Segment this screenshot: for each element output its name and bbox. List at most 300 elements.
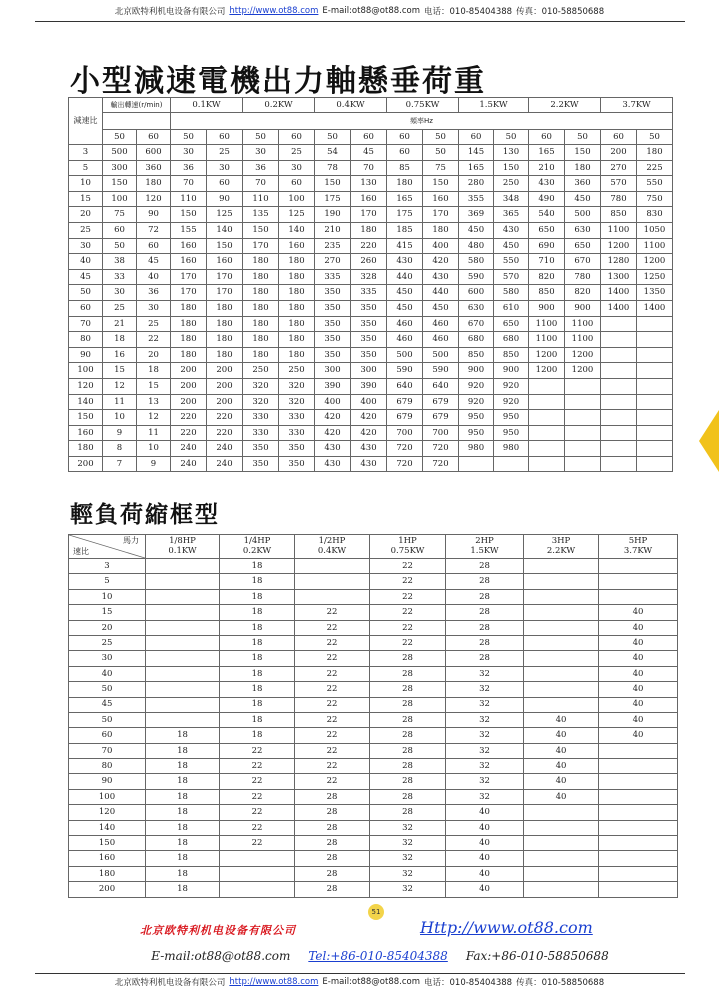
power-header: 3.7KW [601, 98, 673, 113]
load-cell [599, 836, 678, 851]
load-cell [146, 559, 220, 574]
load-cell: 200 [207, 378, 243, 394]
load-cell: 40 [599, 712, 678, 727]
table-row [69, 805, 678, 820]
load-cell: 350 [351, 332, 387, 348]
load-cell: 180 [243, 300, 279, 316]
load-cell: 18 [220, 682, 295, 697]
load-cell: 130 [351, 176, 387, 192]
load-cell [524, 820, 599, 835]
load-cell: 18 [146, 789, 220, 804]
load-cell: 1100 [529, 316, 565, 332]
load-cell: 450 [459, 222, 494, 238]
load-cell: 40 [599, 620, 678, 635]
load-cell: 700 [423, 425, 459, 441]
load-cell: 180 [207, 316, 243, 332]
load-cell: 22 [295, 605, 370, 620]
load-cell: 570 [601, 176, 637, 192]
load-cell: 1100 [529, 332, 565, 348]
load-cell: 18 [146, 820, 220, 835]
load-cell: 15 [103, 363, 137, 379]
load-cell: 240 [171, 456, 207, 472]
load-cell: 348 [494, 191, 529, 207]
load-cell: 1300 [601, 269, 637, 285]
load-cell: 25 [207, 145, 243, 161]
load-cell: 400 [315, 394, 351, 410]
load-cell [601, 441, 637, 457]
frequency-cell: 60 [351, 130, 387, 145]
power-hp: 1/4HP [243, 535, 271, 546]
load-cell: 820 [565, 285, 601, 301]
load-cell: 270 [601, 160, 637, 176]
load-cell [565, 425, 601, 441]
table-row [69, 425, 673, 441]
load-cell: 12 [103, 378, 137, 394]
load-cell [220, 851, 295, 866]
table-row [69, 574, 678, 589]
load-cell: 170 [243, 238, 279, 254]
load-cell [220, 866, 295, 881]
top-divider [35, 21, 685, 22]
load-cell: 70 [171, 176, 207, 192]
load-cell: 28 [446, 559, 524, 574]
top-website-link[interactable]: http://www.ot88.com [229, 6, 319, 16]
load-cell [601, 394, 637, 410]
frequency-cell: 50 [423, 130, 459, 145]
load-cell [529, 456, 565, 472]
load-cell: 679 [387, 410, 423, 426]
load-cell: 610 [494, 300, 529, 316]
load-cell: 430 [423, 269, 459, 285]
load-cell: 1200 [637, 254, 673, 270]
load-cell: 160 [171, 254, 207, 270]
footer-email: E-mail:ot88@ot88.com [151, 949, 291, 963]
load-cell: 165 [459, 160, 494, 176]
load-cell: 150 [207, 238, 243, 254]
load-cell: 210 [529, 160, 565, 176]
load-cell: 32 [370, 882, 446, 897]
load-cell: 750 [637, 191, 673, 207]
load-cell [524, 682, 599, 697]
load-cell: 640 [387, 378, 423, 394]
load-cell: 25 [103, 300, 137, 316]
power-header: 0.2KW [243, 98, 315, 113]
load-cell: 18 [146, 774, 220, 789]
load-cell: 18 [220, 651, 295, 666]
ratio-cell: 70 [69, 743, 146, 758]
table-row [69, 789, 678, 804]
load-cell: 450 [387, 300, 423, 316]
table-row [69, 378, 673, 394]
load-cell: 18 [137, 363, 171, 379]
power-hp: 3HP [551, 535, 571, 546]
ratio-cell: 15 [69, 605, 146, 620]
load-cell: 150 [171, 207, 207, 223]
load-cell: 1350 [637, 285, 673, 301]
footer-tel[interactable]: Tel:+86-010-85404388 [308, 949, 448, 963]
load-cell: 18 [103, 332, 137, 348]
load-cell: 40 [524, 759, 599, 774]
load-cell: 350 [351, 300, 387, 316]
load-cell: 18 [146, 836, 220, 851]
load-cell: 22 [295, 774, 370, 789]
load-cell: 420 [351, 425, 387, 441]
load-cell: 25 [279, 145, 315, 161]
table-row [69, 410, 673, 426]
load-cell [529, 394, 565, 410]
load-cell [637, 363, 673, 379]
footer-company-name: 北京欧特利机电设备有限公司 [140, 924, 296, 937]
power-header [220, 535, 295, 559]
load-cell [524, 620, 599, 635]
ratio-cell: 200 [69, 456, 103, 472]
load-cell: 22 [137, 332, 171, 348]
load-cell: 1100 [565, 316, 601, 332]
top-fax: 传真：010-58850688 [516, 7, 605, 17]
load-cell [524, 605, 599, 620]
load-cell: 12 [137, 410, 171, 426]
load-cell [524, 574, 599, 589]
power-hp: 1HP [398, 535, 417, 546]
load-cell: 450 [423, 300, 459, 316]
load-cell [599, 589, 678, 604]
ratio-cell: 150 [69, 836, 146, 851]
load-cell [601, 410, 637, 426]
load-cell: 1200 [529, 347, 565, 363]
load-cell: 430 [315, 441, 351, 457]
load-cell: 25 [137, 316, 171, 332]
load-cell: 40 [599, 635, 678, 650]
load-cell: 190 [315, 207, 351, 223]
load-cell [637, 347, 673, 363]
load-cell: 679 [423, 410, 459, 426]
load-cell: 22 [295, 728, 370, 743]
load-cell: 350 [351, 316, 387, 332]
load-cell: 350 [243, 456, 279, 472]
ratio-cell: 140 [69, 394, 103, 410]
load-cell: 150 [243, 222, 279, 238]
load-cell: 500 [423, 347, 459, 363]
table-row [69, 238, 673, 254]
load-cell: 110 [171, 191, 207, 207]
load-cell: 32 [446, 697, 524, 712]
load-cell [565, 410, 601, 426]
load-cell: 30 [103, 285, 137, 301]
load-cell: 22 [370, 559, 446, 574]
load-cell: 32 [370, 851, 446, 866]
table-row [69, 456, 673, 472]
load-cell: 450 [565, 191, 601, 207]
load-cell [599, 789, 678, 804]
table-row [69, 254, 673, 270]
load-cell: 780 [601, 191, 637, 207]
load-cell: 32 [370, 836, 446, 851]
load-cell: 335 [315, 269, 351, 285]
ratio-cell: 40 [69, 666, 146, 681]
load-cell [146, 589, 220, 604]
load-cell: 900 [459, 363, 494, 379]
load-cell: 180 [279, 300, 315, 316]
power-header: 0.75KW [387, 98, 459, 113]
section-title-light-load: 輕負荷縮框型 [70, 502, 220, 528]
load-cell: 13 [137, 394, 171, 410]
load-cell: 850 [601, 207, 637, 223]
load-cell: 155 [171, 222, 207, 238]
load-cell: 30 [171, 145, 207, 161]
load-cell: 430 [494, 222, 529, 238]
table-row [69, 697, 678, 712]
load-cell: 170 [171, 285, 207, 301]
load-cell: 180 [137, 176, 171, 192]
load-cell: 40 [599, 605, 678, 620]
load-cell: 1200 [565, 347, 601, 363]
load-cell: 150 [565, 145, 601, 161]
load-cell: 180 [171, 316, 207, 332]
load-cell: 18 [220, 605, 295, 620]
power-kw: 1.5KW [470, 545, 499, 556]
load-cell: 175 [387, 207, 423, 223]
load-cell: 1200 [601, 238, 637, 254]
load-cell: 28 [295, 836, 370, 851]
load-cell: 22 [220, 805, 295, 820]
load-cell: 950 [459, 410, 494, 426]
load-cell: 140 [207, 222, 243, 238]
load-cell: 240 [207, 441, 243, 457]
load-cell: 18 [146, 882, 220, 897]
load-cell: 1280 [601, 254, 637, 270]
load-cell: 180 [637, 145, 673, 161]
load-cell: 32 [446, 774, 524, 789]
ratio-cell: 140 [69, 820, 146, 835]
load-cell: 28 [295, 866, 370, 881]
load-cell: 180 [279, 254, 315, 270]
load-cell: 415 [387, 238, 423, 254]
load-cell: 36 [243, 160, 279, 176]
suspended-load-body [69, 145, 673, 472]
load-cell: 32 [370, 820, 446, 835]
load-cell: 165 [387, 191, 423, 207]
load-cell: 590 [387, 363, 423, 379]
load-cell: 200 [601, 145, 637, 161]
load-cell: 22 [370, 589, 446, 604]
load-cell [637, 456, 673, 472]
load-cell: 480 [459, 238, 494, 254]
load-cell: 28 [370, 682, 446, 697]
bottom-website-link[interactable]: http://www.ot88.com [229, 977, 319, 987]
load-cell: 40 [599, 651, 678, 666]
load-cell: 180 [279, 285, 315, 301]
load-cell: 390 [351, 378, 387, 394]
load-cell: 11 [137, 425, 171, 441]
load-cell: 28 [370, 697, 446, 712]
load-cell: 300 [103, 160, 137, 176]
load-cell: 920 [459, 394, 494, 410]
load-cell: 75 [103, 207, 137, 223]
power-header: 0.1KW [171, 98, 243, 113]
load-cell: 200 [171, 394, 207, 410]
ratio-cell: 120 [69, 378, 103, 394]
load-cell: 400 [423, 238, 459, 254]
load-cell: 590 [423, 363, 459, 379]
load-cell: 175 [315, 191, 351, 207]
load-cell: 650 [494, 316, 529, 332]
load-cell: 720 [387, 456, 423, 472]
load-cell: 32 [446, 666, 524, 681]
load-cell [599, 882, 678, 897]
load-cell: 590 [459, 269, 494, 285]
load-cell: 32 [446, 728, 524, 743]
load-cell: 38 [103, 254, 137, 270]
load-cell [524, 882, 599, 897]
ratio-cell: 3 [69, 559, 146, 574]
load-cell: 330 [279, 425, 315, 441]
load-cell: 22 [220, 774, 295, 789]
load-cell: 36 [171, 160, 207, 176]
ratio-cell: 150 [69, 410, 103, 426]
load-cell: 680 [494, 332, 529, 348]
load-cell: 330 [243, 425, 279, 441]
load-cell: 170 [171, 269, 207, 285]
frequency-cell: 50 [565, 130, 601, 145]
load-cell: 350 [351, 347, 387, 363]
ratio-cell: 180 [69, 441, 103, 457]
load-cell: 1050 [637, 222, 673, 238]
load-cell: 240 [207, 456, 243, 472]
top-company-name: 北京欧特利机电设备有限公司 [114, 7, 226, 17]
load-cell: 320 [243, 378, 279, 394]
load-cell: 160 [171, 238, 207, 254]
load-cell: 130 [494, 145, 529, 161]
ratio-cell: 45 [69, 269, 103, 285]
load-cell: 460 [387, 316, 423, 332]
load-cell: 550 [494, 254, 529, 270]
load-cell: 28 [295, 882, 370, 897]
load-cell: 36 [137, 285, 171, 301]
load-cell: 160 [351, 191, 387, 207]
load-cell: 18 [146, 743, 220, 758]
load-cell: 180 [279, 332, 315, 348]
load-cell: 22 [220, 759, 295, 774]
load-cell: 180 [243, 269, 279, 285]
load-cell: 580 [459, 254, 494, 270]
load-cell: 220 [171, 425, 207, 441]
load-cell: 28 [370, 651, 446, 666]
load-cell: 225 [637, 160, 673, 176]
load-cell: 170 [423, 207, 459, 223]
load-cell: 980 [459, 441, 494, 457]
ratio-cell: 10 [69, 176, 103, 192]
load-cell [146, 651, 220, 666]
load-cell [459, 456, 494, 472]
load-cell: 679 [423, 394, 459, 410]
power-header [146, 535, 220, 559]
load-cell: 160 [423, 191, 459, 207]
load-cell: 180 [351, 222, 387, 238]
frequency-row [69, 130, 673, 145]
table-row [69, 759, 678, 774]
load-cell: 220 [171, 410, 207, 426]
load-cell: 1100 [637, 238, 673, 254]
footer-website-link[interactable]: Http://www.ot88.com [420, 918, 593, 937]
load-cell: 45 [137, 254, 171, 270]
load-cell: 30 [279, 160, 315, 176]
load-cell: 440 [423, 285, 459, 301]
load-cell: 90 [137, 207, 171, 223]
load-cell: 420 [423, 254, 459, 270]
frequency-cell: 60 [207, 130, 243, 145]
load-cell [529, 441, 565, 457]
load-cell: 679 [387, 394, 423, 410]
load-cell [601, 316, 637, 332]
load-cell: 180 [207, 347, 243, 363]
load-cell: 33 [103, 269, 137, 285]
power-kw: 0.75KW [390, 545, 425, 556]
table-row [69, 682, 678, 697]
load-cell: 369 [459, 207, 494, 223]
load-cell: 450 [494, 238, 529, 254]
load-cell [524, 589, 599, 604]
load-cell: 430 [387, 254, 423, 270]
load-cell: 180 [243, 254, 279, 270]
load-cell: 100 [279, 191, 315, 207]
load-cell [146, 574, 220, 589]
load-cell: 950 [459, 425, 494, 441]
load-cell: 680 [459, 332, 494, 348]
load-cell: 260 [351, 254, 387, 270]
load-cell: 200 [171, 363, 207, 379]
load-cell: 180 [171, 332, 207, 348]
load-cell: 32 [446, 759, 524, 774]
horsepower-label: 馬力 [123, 536, 139, 545]
load-cell: 180 [279, 347, 315, 363]
ratio-cell: 100 [69, 363, 103, 379]
load-cell [599, 559, 678, 574]
load-cell: 18 [220, 666, 295, 681]
load-cell: 600 [137, 145, 171, 161]
load-cell: 160 [207, 254, 243, 270]
power-header: 2.2KW [529, 98, 601, 113]
load-cell: 30 [243, 145, 279, 161]
load-cell: 950 [494, 410, 529, 426]
frequency-cell: 50 [494, 130, 529, 145]
ratio-cell: 200 [69, 882, 146, 897]
power-header [295, 535, 370, 559]
frequency-cell: 60 [387, 130, 423, 145]
load-cell: 28 [295, 789, 370, 804]
load-cell: 180 [565, 160, 601, 176]
load-cell: 270 [315, 254, 351, 270]
load-cell: 18 [146, 866, 220, 881]
load-cell: 18 [220, 574, 295, 589]
load-cell: 22 [370, 605, 446, 620]
table-row [69, 441, 673, 457]
ratio-cell: 20 [69, 207, 103, 223]
load-cell [601, 332, 637, 348]
load-cell [146, 605, 220, 620]
load-cell: 40 [446, 866, 524, 881]
bottom-contact-bar [0, 974, 719, 990]
load-cell: 85 [387, 160, 423, 176]
ratio-cell: 90 [69, 774, 146, 789]
page-number-badge: 51 [368, 904, 384, 920]
load-cell: 220 [207, 410, 243, 426]
table-row [69, 728, 678, 743]
load-cell [601, 456, 637, 472]
ratio-cell: 80 [69, 759, 146, 774]
load-cell: 40 [446, 851, 524, 866]
frequency-cell: 60 [601, 130, 637, 145]
load-cell: 120 [137, 191, 171, 207]
